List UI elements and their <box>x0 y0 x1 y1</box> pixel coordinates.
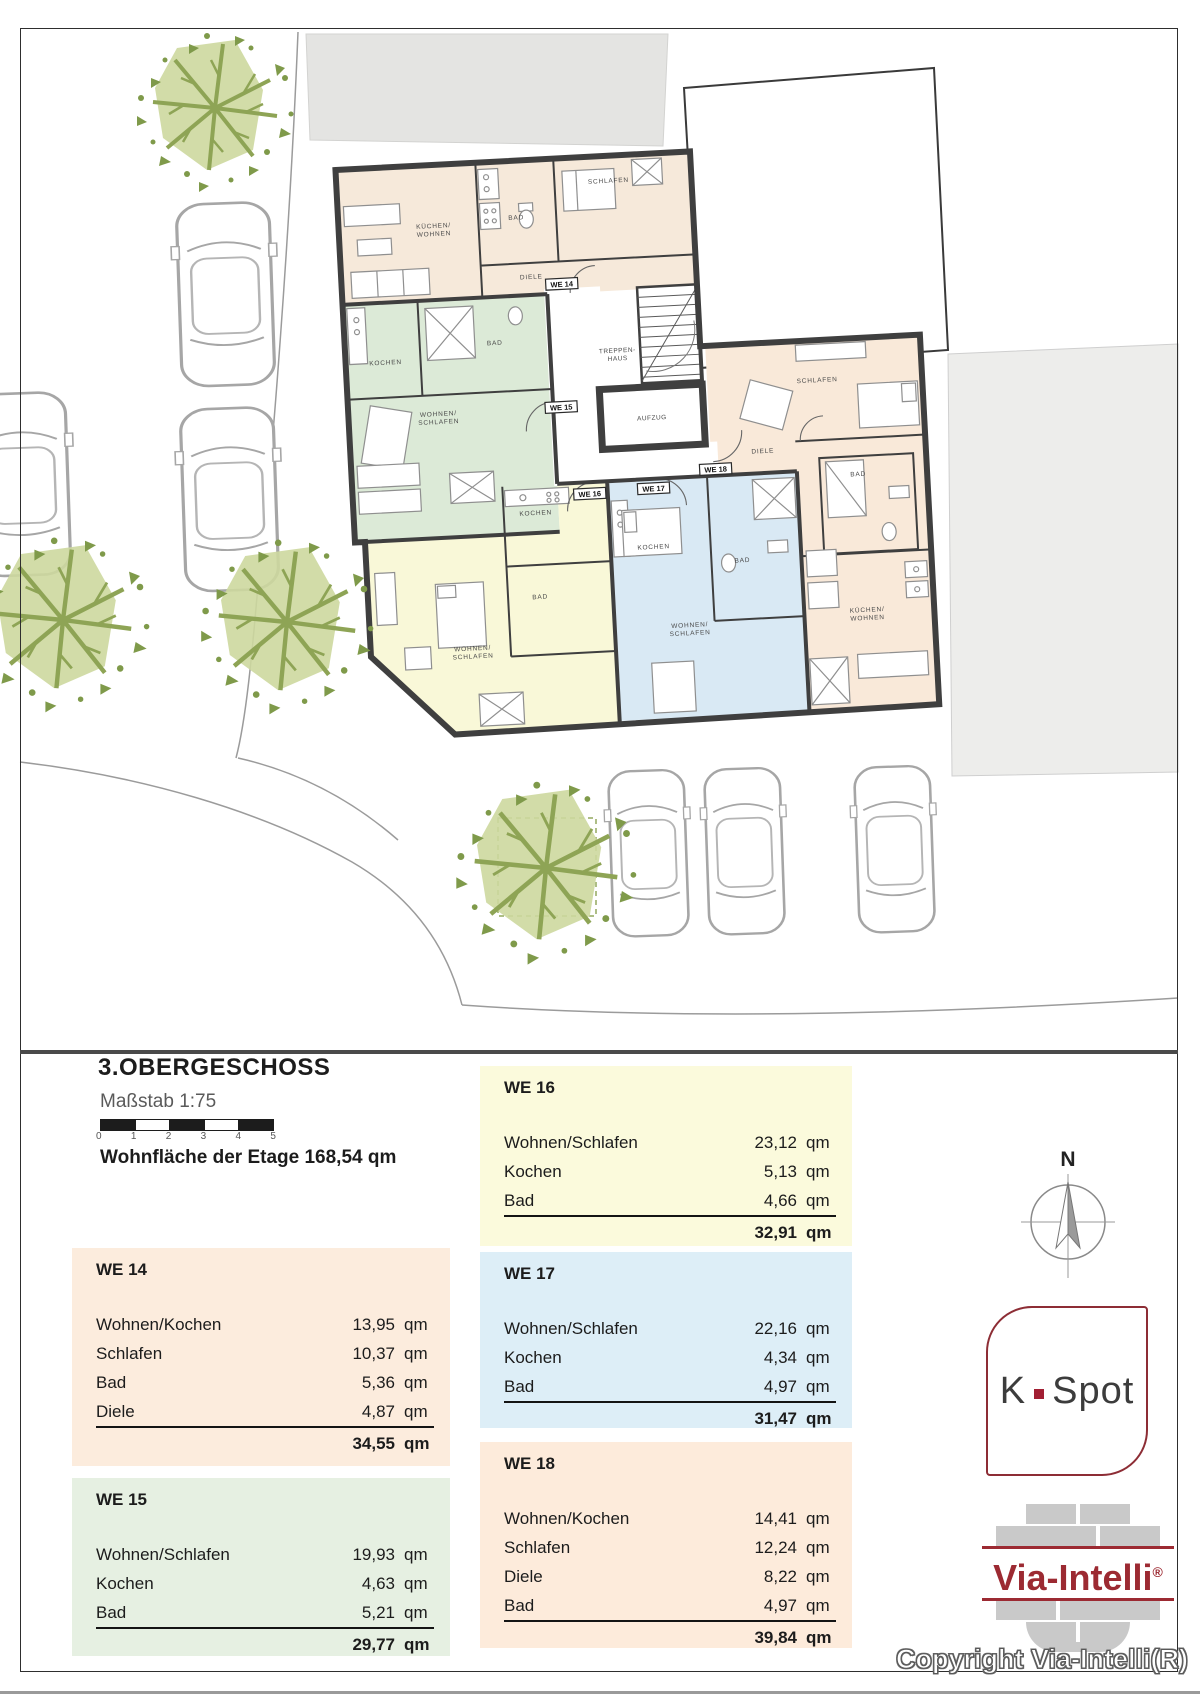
via-rule-bottom <box>982 1598 1174 1601</box>
table-we18 <box>480 1442 852 1648</box>
svg-text:WE 16: WE 16 <box>578 489 602 500</box>
room-label: BAD <box>850 470 867 479</box>
scale-label: Maßstab 1:75 <box>100 1091 217 1112</box>
room-label: WOHNEN <box>850 613 886 623</box>
table-row: Bad 5,21 qm <box>96 1603 428 1622</box>
registered-icon: ® <box>1152 1564 1163 1580</box>
table-row: Wohnen/Schlafen 23,12 qm <box>504 1133 830 1152</box>
unit-tag-we18 <box>699 463 732 476</box>
table-title: WE 16 <box>504 1078 556 1097</box>
table-row: Wohnen/Schlafen 19,93 qm <box>96 1545 428 1564</box>
room-label: WOHNEN/ <box>454 644 492 654</box>
table-row: Bad 5,36 qm <box>96 1373 428 1392</box>
via-intelli-logo <box>978 1500 1178 1660</box>
room-label: SCHLAFEN <box>418 417 460 428</box>
scale-ticks: 0 1 2 3 4 5 <box>96 1131 276 1142</box>
table-total: 29,77 qm <box>96 1627 434 1660</box>
table-title: WE 15 <box>96 1490 148 1509</box>
room-label: DIELE <box>519 273 543 282</box>
room-label: KOCHEN <box>519 509 553 518</box>
room-label: BAD <box>486 339 503 348</box>
table-title: WE 18 <box>504 1454 556 1473</box>
unit-tag-we15 <box>545 401 578 414</box>
table-total: 31,47 qm <box>504 1401 836 1434</box>
table-total: 32,91 qm <box>504 1215 836 1248</box>
sidewalk-strip <box>948 344 1178 776</box>
table-row: Bad 4,97 qm <box>504 1596 830 1615</box>
table-title: WE 14 <box>96 1260 148 1279</box>
stairwell <box>594 284 705 449</box>
kspot-spot: Spot <box>1052 1369 1135 1412</box>
table-total: 34,55 qm <box>96 1426 434 1459</box>
room-label: KOCHEN <box>637 543 671 552</box>
room-label: KOCHEN <box>369 358 403 368</box>
room-label: BAD <box>532 593 549 602</box>
via-intelli-name: Via-Intelli® <box>993 1557 1163 1598</box>
table-row: Schlafen 12,24 qm <box>504 1538 830 1557</box>
room-label: HAUS <box>607 355 628 364</box>
table-row: Wohnen/Kochen 14,41 qm <box>504 1509 830 1528</box>
unit-tag-we16 <box>573 487 606 500</box>
table-row: Kochen 5,13 qm <box>504 1162 830 1181</box>
elevator-label: AUFZUG <box>636 414 667 423</box>
neighbor-building-gray <box>306 34 668 146</box>
neighbor-building-white <box>684 68 948 368</box>
room-label: SCHLAFEN <box>452 652 494 662</box>
table-we15 <box>72 1478 450 1656</box>
room-label: BAD <box>734 556 751 565</box>
room-label: TREPPEN- <box>598 346 636 356</box>
table-row: Bad 4,97 qm <box>504 1377 830 1396</box>
table-row: Diele 8,22 qm <box>504 1567 830 1586</box>
table-row: Bad 4,66 qm <box>504 1191 830 1210</box>
room-label: SCHLAFEN <box>669 629 711 639</box>
svg-text:WE 14: WE 14 <box>550 279 574 290</box>
room-label: WOHNEN <box>416 230 452 239</box>
table-title: WE 17 <box>504 1264 556 1283</box>
table-row: Schlafen 10,37 qm <box>96 1344 428 1363</box>
compass-north-label: N <box>1060 1148 1076 1171</box>
copyright-text: Copyright Via-Intelli(R) <box>895 1644 1188 1674</box>
table-we16 <box>480 1066 852 1246</box>
table-row: Kochen 4,63 qm <box>96 1574 428 1593</box>
bottom-edge-line <box>0 1691 1200 1694</box>
table-we14 <box>72 1248 450 1466</box>
table-total: 39,84 qm <box>504 1620 836 1653</box>
table-row: Wohnen/Kochen 13,95 qm <box>96 1315 428 1334</box>
table-row: Wohnen/Schlafen 22,16 qm <box>504 1319 830 1338</box>
table-row: Diele 4,87 qm <box>96 1402 428 1421</box>
room-label: SCHLAFEN <box>587 176 630 186</box>
room-label: WOHNEN/ <box>671 621 709 631</box>
table-we17 <box>480 1252 852 1428</box>
room-label: WOHNEN/ <box>419 410 458 419</box>
kspot-dot-icon <box>1034 1389 1044 1399</box>
svg-text:WE 18: WE 18 <box>704 464 728 475</box>
room-label: KÜCHEN/ <box>415 222 452 231</box>
unit-tag-we14 <box>545 278 578 291</box>
room-label: DIELE <box>751 447 775 456</box>
compass-icon <box>1015 1142 1131 1292</box>
unit-tag-we17 <box>637 482 670 495</box>
room-label: SCHLAFEN <box>796 376 838 386</box>
room-label: KÜCHEN/ <box>849 605 885 615</box>
svg-text:WE 15: WE 15 <box>549 402 573 413</box>
floor-area-total: Wohnfläche der Etage 168,54 qm <box>100 1147 397 1168</box>
kspot-logo <box>986 1306 1148 1476</box>
room-label: BAD <box>508 214 525 223</box>
tree-icon <box>0 538 149 713</box>
tree-icon <box>137 33 294 192</box>
kspot-k: K <box>999 1369 1027 1412</box>
table-row: Kochen 4,34 qm <box>504 1348 830 1367</box>
scale-bar <box>100 1119 274 1131</box>
svg-text:WE 17: WE 17 <box>642 483 666 494</box>
page-title: 3.OBERGESCHOSS <box>98 1054 331 1081</box>
